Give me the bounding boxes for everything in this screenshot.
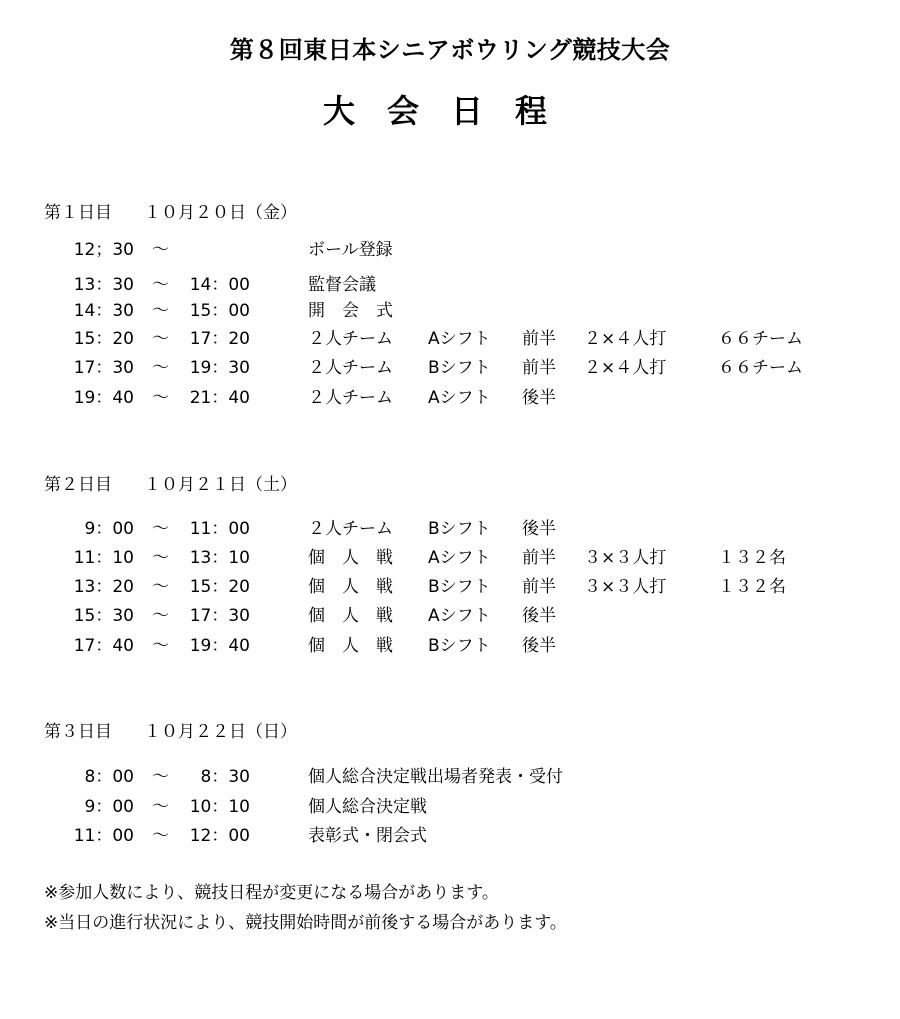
half-label: 後半 <box>522 606 556 626</box>
half-label: 後半 <box>522 388 556 408</box>
time-start: 12；30 <box>73 240 134 260</box>
shift-label: Bシフト <box>428 636 491 656</box>
format-label: ２×４人打 <box>584 329 667 349</box>
time-start: 19：40 <box>73 388 134 408</box>
time-start: 17：30 <box>73 358 134 378</box>
schedule-row <box>0 296 900 320</box>
event-name: 開 会 式 <box>308 301 393 321</box>
note: ※参加人数により、競技日程が変更になる場合があります。 <box>44 883 499 903</box>
event-name: 個 人 戦 <box>308 606 393 626</box>
time-start: 15：30 <box>73 606 134 626</box>
time-separator: ～ <box>152 301 169 321</box>
event-name: ２人チーム <box>308 329 393 349</box>
half-label: 前半 <box>522 329 556 349</box>
event-name: 表彰式・閉会式 <box>308 826 427 846</box>
participant-count: １３２名 <box>718 577 786 597</box>
schedule-row <box>0 631 900 655</box>
schedule-row <box>0 601 900 625</box>
time-end: 14：00 <box>189 275 250 295</box>
half-label: 後半 <box>522 636 556 656</box>
schedule-row <box>0 235 900 259</box>
event-name: 個 人 戦 <box>308 636 393 656</box>
event-name: 個人総合決定戦出場者発表・受付 <box>308 767 563 787</box>
time-end: 19：40 <box>189 636 250 656</box>
schedule-row <box>0 572 900 596</box>
time-end: 13：10 <box>189 548 250 568</box>
note: ※当日の進行状況により、競技開始時間が前後する場合があります。 <box>44 913 567 933</box>
time-separator: ～ <box>152 358 169 378</box>
schedule-row <box>0 792 900 816</box>
schedule-row <box>0 821 900 845</box>
time-separator: ～ <box>152 606 169 626</box>
schedule-row <box>0 762 900 786</box>
time-separator: ～ <box>152 240 169 260</box>
time-end: 15：20 <box>189 577 250 597</box>
event-name: 個 人 戦 <box>308 577 393 597</box>
time-end: 17：30 <box>189 606 250 626</box>
time-start: 11：10 <box>73 548 134 568</box>
time-start: 13：20 <box>73 577 134 597</box>
event-name: ２人チーム <box>308 519 393 539</box>
time-end: 17：20 <box>189 329 250 349</box>
time-separator: ～ <box>152 388 169 408</box>
day-date: １０月２０日（金） <box>144 203 297 223</box>
event-name: 監督会議 <box>308 275 376 295</box>
shift-label: Bシフト <box>428 519 491 539</box>
shift-label: Aシフト <box>428 606 491 626</box>
time-separator: ～ <box>152 826 169 846</box>
time-end: 11：00 <box>189 519 250 539</box>
shift-label: Aシフト <box>428 329 491 349</box>
half-label: 後半 <box>522 519 556 539</box>
schedule-row <box>0 324 900 348</box>
time-separator: ～ <box>152 767 169 787</box>
day-header <box>44 198 297 223</box>
day-header <box>44 717 297 742</box>
tournament-title: 第８回東日本シニアボウリング競技大会 <box>229 36 671 64</box>
half-label: 前半 <box>522 577 556 597</box>
day-label: 第２日目 <box>44 475 112 495</box>
time-end: 10：10 <box>189 797 250 817</box>
schedule-row <box>0 270 900 294</box>
time-separator: ～ <box>152 636 169 656</box>
day-date: １０月２２日（日） <box>144 722 297 742</box>
time-start: 17：40 <box>73 636 134 656</box>
schedule-row <box>0 383 900 407</box>
format-label: ３×３人打 <box>584 577 667 597</box>
shift-label: Bシフト <box>428 358 491 378</box>
time-end: 12：00 <box>189 826 250 846</box>
time-start: 13：30 <box>73 275 134 295</box>
shift-label: Aシフト <box>428 548 491 568</box>
half-label: 前半 <box>522 358 556 378</box>
schedule-heading: 大 会 日 程 <box>322 92 547 130</box>
schedule-row <box>0 353 900 377</box>
time-start: 11：00 <box>73 826 134 846</box>
time-start: 15：20 <box>73 329 134 349</box>
participant-count: １３２名 <box>718 548 786 568</box>
time-separator: ～ <box>152 519 169 539</box>
day-label: 第１日目 <box>44 203 112 223</box>
time-start: 8：00 <box>84 767 134 787</box>
schedule-row <box>0 543 900 567</box>
time-end: 21：40 <box>189 388 250 408</box>
time-start: 14：30 <box>73 301 134 321</box>
day-date: １０月２１日（土） <box>144 475 297 495</box>
time-end: 15：00 <box>189 301 250 321</box>
time-separator: ～ <box>152 329 169 349</box>
event-name: 個 人 戦 <box>308 548 393 568</box>
time-end: 8：30 <box>200 767 250 787</box>
event-name: ２人チーム <box>308 358 393 378</box>
shift-label: Aシフト <box>428 388 491 408</box>
event-name: ボール登録 <box>308 240 393 260</box>
schedule-row <box>0 514 900 538</box>
time-start: 9：00 <box>84 519 134 539</box>
time-separator: ～ <box>152 797 169 817</box>
format-label: ２×４人打 <box>584 358 667 378</box>
day-label: 第３日目 <box>44 722 112 742</box>
format-label: ３×３人打 <box>584 548 667 568</box>
participant-count: ６６チーム <box>718 329 803 349</box>
event-name: 個人総合決定戦 <box>308 797 427 817</box>
half-label: 前半 <box>522 548 556 568</box>
time-end: 19：30 <box>189 358 250 378</box>
time-separator: ～ <box>152 548 169 568</box>
shift-label: Bシフト <box>428 577 491 597</box>
time-separator: ～ <box>152 275 169 295</box>
event-name: ２人チーム <box>308 388 393 408</box>
time-separator: ～ <box>152 577 169 597</box>
time-start: 9：00 <box>84 797 134 817</box>
participant-count: ６６チーム <box>718 358 803 378</box>
day-header <box>44 470 297 495</box>
